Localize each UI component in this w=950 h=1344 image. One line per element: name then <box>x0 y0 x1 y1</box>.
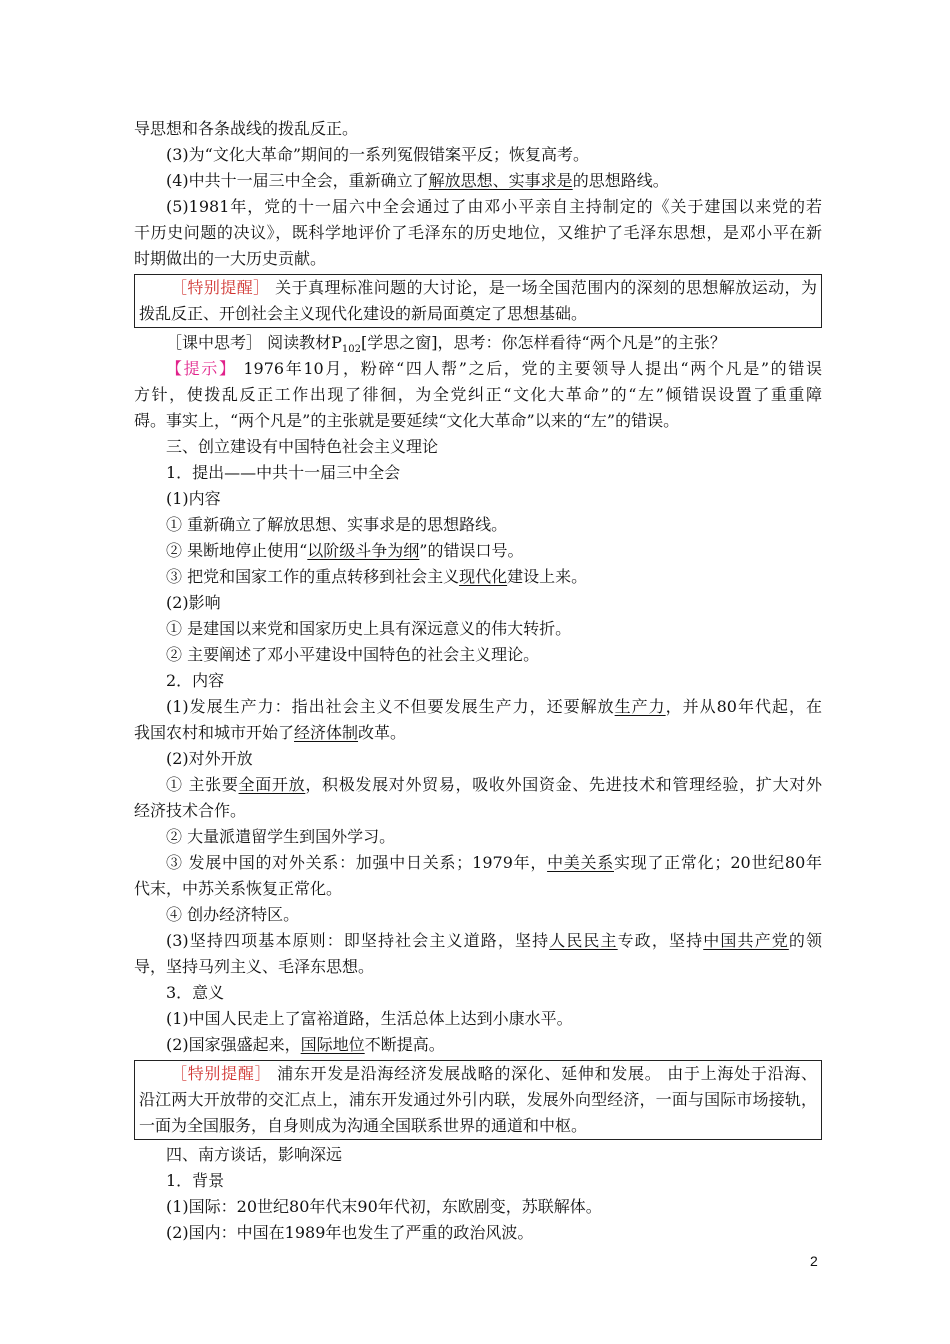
text-span: 1976年10月，粉碎“四人帮”之后，党的主要领导人提出“两个凡是”的错误 <box>243 359 822 378</box>
text-line: 沿江两大开放带的交汇点上，浦东开发通过外引内联，发展外向型经济，一面与国际市场接轨， <box>139 1090 817 1109</box>
underlined-term: 国际地位 <box>300 1035 365 1054</box>
text-span: [学思之窗]，思考：你怎样看待“两个凡是”的主张？ <box>360 333 726 352</box>
text-line: 干历史问题的决议》，既科学地评价了毛泽东的历史地位，又维护了毛泽东思想，是邓小平在新 <box>134 223 822 242</box>
text-line: 时期做出的一大历史贡献。 <box>134 249 327 268</box>
underlined-term: 人民民主 <box>549 931 618 950</box>
subsection-heading: 3．意义 <box>166 983 225 1002</box>
underlined-term: 生产力 <box>614 697 666 716</box>
text-line: (2)对外开放 <box>166 749 253 768</box>
text-line <box>134 694 822 720</box>
text-span: ③ 发展中国的对外关系：加强中日关系；1979年， <box>166 853 548 872</box>
text-span: ，积极发展对外贸易，吸收外国资金、先进技术和管理经验，扩大对外 <box>305 775 822 794</box>
section-heading: 四、南方谈话，影响深远 <box>166 1145 343 1164</box>
underlined-term: 全面开放 <box>238 775 306 794</box>
page-ref-subscript: 102 <box>341 344 361 356</box>
reminder-tag: ［特别提醒］ <box>171 1064 272 1083</box>
text-span: (3)坚持四项基本原则：即坚持社会主义道路，坚持 <box>166 931 550 950</box>
text-line <box>134 928 822 954</box>
page-content <box>134 116 822 1246</box>
text-span: (2)国家强盛起来， <box>166 1035 301 1054</box>
text-span: 建设上来。 <box>507 567 588 586</box>
text-span: 我国农村和城市开始了 <box>134 723 295 742</box>
text-span: 不断提高。 <box>364 1035 445 1054</box>
section-heading: 三、创立建设有中国特色社会主义理论 <box>166 437 439 456</box>
underlined-term: 中国共产党 <box>703 931 789 950</box>
text-span: 阅读教材P <box>267 333 342 352</box>
text-line: (2)影响 <box>166 593 221 612</box>
text-line: (2)国内：中国在1989年也发生了严重的政治风波。 <box>166 1223 534 1242</box>
list-item <box>134 564 822 590</box>
text-span: 改革。 <box>358 723 407 742</box>
text-line <box>134 1032 822 1058</box>
text-line <box>134 720 822 746</box>
text-span: 浦东开发是沿海经济发展战略的深化、延伸和发展。 由于上海处于沿海、 <box>277 1064 817 1083</box>
text-line: 碍。事实上，“两个凡是”的主张就是要延续“文化大革命”以来的“左”的错误。 <box>134 411 680 430</box>
text-span: 专政，坚持 <box>617 931 704 950</box>
text-line: (1)内容 <box>166 489 221 508</box>
subsection-heading: 1．背景 <box>166 1171 225 1190</box>
text-line <box>134 330 822 356</box>
text-span: (4)中共十一届三中全会，重新确立了 <box>166 171 429 190</box>
text-span: ，并从80年代起，在 <box>665 697 822 716</box>
text-span: ③ 把党和国家工作的重点转移到社会主义 <box>166 567 460 586</box>
text-line: (3)为“文化大革命”期间的一系列冤假错案平反；恢复高考。 <box>166 145 590 164</box>
list-item: ④ 创办经济特区。 <box>166 905 300 924</box>
subsection-heading: 2．内容 <box>166 671 225 690</box>
list-item <box>134 538 822 564</box>
text-span: ① 主张要 <box>166 775 239 794</box>
text-line: (1)国际：20世纪80年代末90年代初，东欧剧变，苏联解体。 <box>166 1197 602 1216</box>
underlined-term: 经济体制 <box>294 723 359 742</box>
text-line: 一面为全国服务，自身则成为沟通全国联系世界的通道和中枢。 <box>139 1116 588 1135</box>
text-span: 的领 <box>788 931 822 950</box>
text-line: 导，坚持马列主义、毛泽东思想。 <box>134 957 375 976</box>
list-item <box>134 772 822 798</box>
text-line: 导思想和各条战线的拨乱反正。 <box>134 119 359 138</box>
list-item: ① 重新确立了解放思想、实事求是的思想路线。 <box>166 515 508 534</box>
text-line: 方针，使拨乱反正工作出现了徘徊，为全党纠正“文化大革命”的“左”倾错误设置了重重障 <box>134 385 822 404</box>
text-line <box>139 1061 817 1087</box>
text-line <box>134 168 822 194</box>
text-line: (1)中国人民走上了富裕道路，生活总体上达到小康水平。 <box>166 1009 573 1028</box>
list-item: ② 大量派遣留学生到国外学习。 <box>166 827 396 846</box>
special-reminder-box <box>134 1060 822 1140</box>
text-span: 的思想路线。 <box>572 171 669 190</box>
text-line: 代末，中苏关系恢复正常化。 <box>134 879 343 898</box>
text-span: ”的错误口号。 <box>419 541 524 560</box>
text-span: 关于真理标准问题的大讨论，是一场全国范围内的深刻的思想解放运动，为 <box>275 278 817 297</box>
list-item: ② 主要阐述了邓小平建设中国特色的社会主义理论。 <box>166 645 540 664</box>
think-label: ［课中思考］ <box>166 333 263 352</box>
text-line <box>139 275 817 301</box>
text-span: ② 果断地停止使用“ <box>166 541 308 560</box>
text-line: 经济技术合作。 <box>134 801 247 820</box>
text-line <box>134 356 822 382</box>
special-reminder-box <box>134 274 822 328</box>
list-item <box>134 850 822 876</box>
text-line: 拨乱反正、开创社会主义现代化建设的新局面奠定了思想基础。 <box>139 304 588 323</box>
subsection-heading: 1．提出——中共十一届三中全会 <box>166 463 401 482</box>
text-line: (5)1981年，党的十一届六中全会通过了由邓小平亲自主持制定的《关于建国以来党的若 <box>166 197 822 216</box>
underlined-term: 现代化 <box>459 567 508 586</box>
text-span: 实现了正常化；20世纪80年 <box>614 853 822 872</box>
list-item: ① 是建国以来党和国家历史上具有深远意义的伟大转折。 <box>166 619 572 638</box>
page-number: 2 <box>810 1253 818 1269</box>
reminder-tag: ［特别提醒］ <box>171 278 270 297</box>
text-span: (1)发展生产力：指出社会主义不但要发展生产力，还要解放 <box>166 697 615 716</box>
underlined-term: 解放思想、实事求是 <box>428 171 573 190</box>
hint-tag: 【提示】 <box>166 359 237 378</box>
underlined-term: 以阶级斗争为纲 <box>307 541 420 560</box>
underlined-term: 中美关系 <box>547 853 614 872</box>
